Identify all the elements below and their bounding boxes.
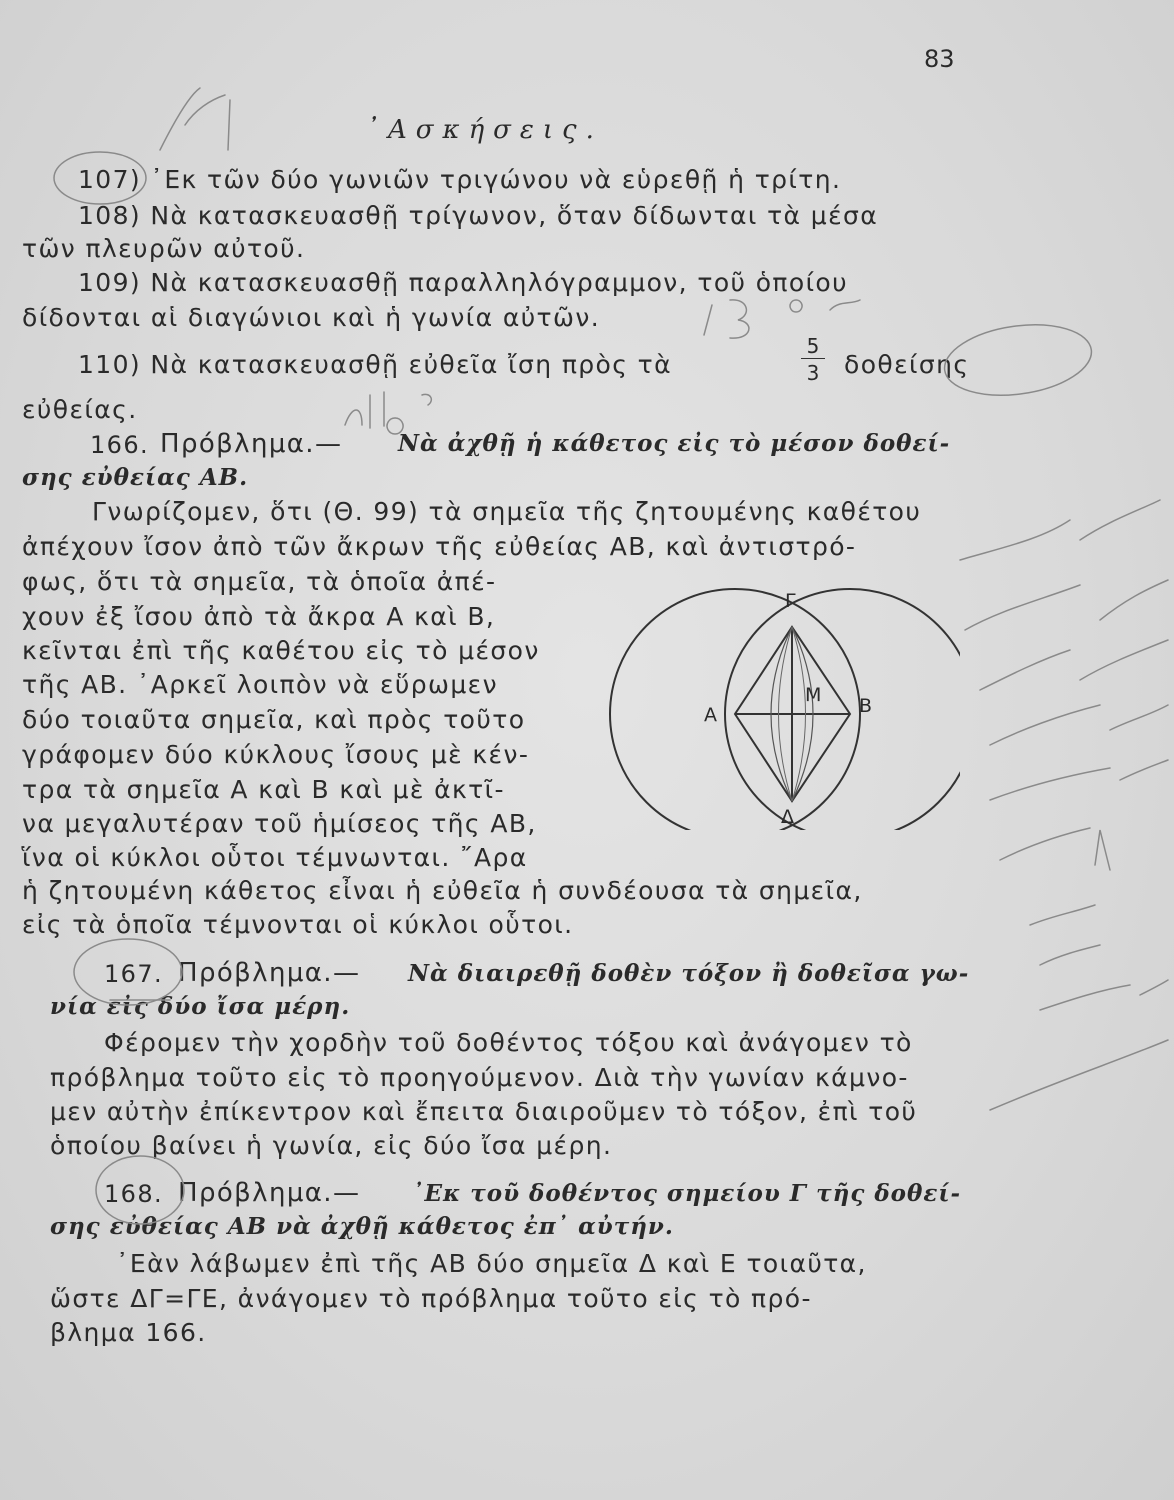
pencil-scribble [345,392,431,434]
problem-167-title-cont: νία εἰς δύο ἴσα μέρη. [50,993,351,1020]
pencil-scribble [1000,828,1110,870]
p166-line: χουν ἐξ ἴσου ἀπὸ τὰ ἄκρα Α καὶ Β, [22,602,496,631]
exercise-107: 107) ᾿Εκ τῶν δύο γωνιῶν τριγώνου νὰ εὑρεθῇ ἡ τρίτη. [78,165,842,194]
page-number: 83 [924,45,955,73]
label-beta: Β [859,695,873,717]
exercise-108: 108) Νὰ κατασκευασθῇ τρίγωνον, ὅταν δίδωνται τὰ μέσα [78,201,879,230]
pencil-scribble [160,88,230,150]
two-circles-figure [600,580,960,830]
p166-line: εἰς τὰ ὁποῖα τέμνονται οἱ κύκλοι οὗτοι. [22,910,574,939]
p166-line: κεῖνται ἐπὶ τῆς καθέτου εἰς τὸ μέσον [22,636,540,665]
p167-line: Φέρομεν τὴν χορδὴν τοῦ δοθέντος τόξου καὶ ἀνάγομεν τὸ [104,1028,913,1057]
fraction-denominator: 3 [806,361,820,385]
p168-line: ᾿Εὰν λάβωμεν ἐπὶ τῆς ΑΒ δύο σημεῖα Δ καὶ Ε τοιαῦτα, [116,1249,867,1278]
pencil-line [990,1040,1168,1110]
p166-line: ἀπέχουν ἴσον ἀπὸ τῶν ἄκρων τῆς εὐθείας ΑΒ, καὶ ἀντιστρό- [22,532,857,561]
problem-168-title: ᾿Εκ τοῦ δοθέντος σημείου Γ τῆς δοθεί- [412,1180,962,1207]
exercise-110: 110) Νὰ κατασκευασθῇ εὐθεῖα ἴση πρὸς τὰ [78,350,672,379]
label-alpha: Α [704,704,717,726]
problem-167-label: Πρόβλημα.— [178,958,361,988]
pencil-scribble [1040,980,1168,1010]
p167-line: πρόβλημα τοῦτο εἰς τὸ προηγούμενον. Διὰ τὴν γωνίαν κάμνο- [50,1063,909,1092]
problem-168-label: Πρόβλημα.— [178,1178,361,1208]
problem-166-label: Πρόβλημα.— [160,429,343,459]
problem-167-title: Νὰ διαιρεθῇ δοθὲν τόξον ἢ δοθεῖσα γω- [408,960,970,987]
exercise-110-tail: δοθείσης [844,350,970,379]
problem-167-number: 167. [104,960,164,988]
exercise-110-cont: εὐθείας. [22,395,138,424]
p166-line: ἡ ζητουμένη κάθετος εἶναι ἡ εὐθεῖα ἡ συνδέουσα τὰ σημεῖα, [22,876,863,905]
exercise-109-cont: δίδονται αἱ διαγώνιοι καὶ ἡ γωνία αὐτῶν. [22,303,601,332]
pencil-scribble [1030,905,1100,965]
pencil-scribble [990,705,1168,745]
problem-166-title-cont: σης εὐθείας ΑΒ. [22,464,249,491]
problem-168-title-cont: σης εὐθείας ΑΒ νὰ ἀχθῇ κάθετος ἐπ᾿ αὐτήν. [50,1213,674,1240]
problem-168-number: 168. [104,1180,164,1208]
p166-line: φως, ὅτι τὰ σημεῖα, τὰ ὁποῖα ἀπέ- [22,567,497,596]
p166-line: να μεγαλυτέραν τοῦ ἡμίσεος τῆς ΑΒ, [22,809,537,838]
p168-line: ὥστε ΔΓ=ΓΕ, ἀνάγομεν τὸ πρόβλημα τοῦτο εἰς τὸ πρό- [50,1284,812,1313]
pencil-scribble [790,300,860,312]
label-delta: Δ [781,806,794,828]
problem-166-title: Νὰ ἀχθῇ ἡ κάθετος εἰς τὸ μέσον δοθεί- [398,430,951,457]
p166-line: δύο τοιαῦτα σημεῖα, καὶ πρὸς τοῦτο [22,705,526,734]
p168-line: βλημα 166. [50,1318,207,1347]
p166-line: γράφομεν δύο κύκλους ἴσους μὲ κέν- [22,740,530,769]
pencil-scribble [960,500,1160,560]
fraction-numerator: 5 [801,334,825,359]
exercise-109: 109) Νὰ κατασκευασθῇ παραλληλόγραμμον, τοῦ ὁποίου [78,268,848,297]
problem-166-number: 166. [90,431,150,459]
pencil-scribble [965,580,1168,630]
circle-b [725,589,960,830]
exercise-108-cont: τῶν πλευρῶν αὐτοῦ. [22,234,306,263]
p167-line: ὁποίου βαίνει ἡ γωνία, εἰς δύο ἴσα μέρη. [50,1131,613,1160]
circle-a [610,589,860,830]
p167-line: μεν αὐτὴν ἐπίκεντρον καὶ ἔπειτα διαιροῦμεν τὸ τόξον, ἐπὶ τοῦ [50,1097,918,1126]
p166-line: ἵνα οἱ κύκλοι οὗτοι τέμνωνται. ῎Αρα [22,843,528,872]
p166-line: τῆς ΑΒ. ᾿Αρκεῖ λοιπὸν νὰ εὕρωμεν [22,670,498,699]
exercises-heading: ᾿Ασκήσεις. [366,115,603,145]
pencil-scribble [704,300,749,338]
pencil-scribble [980,640,1168,690]
p166-line: Γνωρίζομεν, ὅτι (Θ. 99) τὰ σημεῖα τῆς ζητουμένης καθέτου [92,497,922,526]
label-gamma: Γ [785,590,796,612]
p166-line: τρα τὰ σημεῖα Α καὶ Β καὶ μὲ ἀκτῖ- [22,775,505,804]
pencil-scribble [990,760,1168,800]
label-mu: Μ [805,684,822,706]
